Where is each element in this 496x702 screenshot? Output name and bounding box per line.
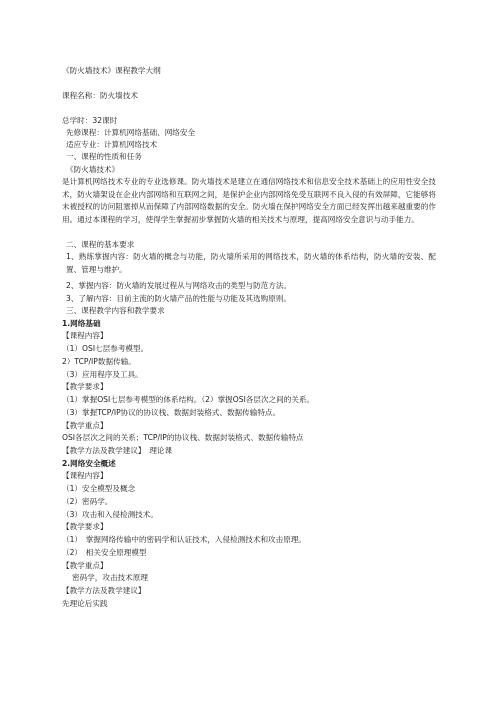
requirement-2: 2、掌握内容：防火墙的发展过程从与网络攻击的类型与防范方法。 bbox=[66, 281, 292, 290]
unit-1-key-points: OSI各层次之间的关系；TCP/IP的协议栈、数据封装格式、数据传输特点 bbox=[62, 433, 304, 442]
section-heading-3: 三、课程教学内容和教学要求 bbox=[66, 306, 165, 315]
unit-2-content-item-2: （2）密码学。 bbox=[62, 497, 113, 506]
course-name: 课程名称：防火墙技术 bbox=[62, 91, 138, 100]
unit-1-content-item-1: （1）OSI七层参考模型。 bbox=[62, 344, 149, 353]
unit-2-requirements-heading: 【教学要求】 bbox=[62, 522, 108, 531]
unit-2-content-item-3: （3）攻击和入侵检测技术。 bbox=[62, 510, 158, 519]
unit-1-requirements-heading: 【教学要求】 bbox=[62, 382, 108, 391]
requirement-3: 3、了解内容：目前主流的防火墙产品的性能与功能及其选购原则。 bbox=[66, 294, 292, 303]
unit-1-teaching-method: 【教学方法及教学建议】 理论课 bbox=[62, 446, 173, 455]
requirement-1: 1、熟练掌握内容：防火墙的概念与功能，防火墙所采用的网络技术，防火墙的体系结构，防火墙的安装、配置、管理与维护。 bbox=[66, 252, 436, 274]
unit-2-title: 2.网络安全概述 bbox=[62, 459, 116, 468]
unit-2-key-points-heading: 【教学重点】 bbox=[62, 561, 108, 570]
unit-2-requirement-2: （2） 相关安全原理模型 bbox=[62, 548, 147, 557]
section-heading-1: 一、课程的性质和任务 bbox=[66, 152, 142, 161]
unit-1-content-heading: 【课程内容】 bbox=[62, 331, 108, 340]
unit-1-requirement-2: （3）掌握TCP/IP协议的协议栈、数据封装格式、数据传输特点。 bbox=[62, 408, 281, 417]
unit-2-key-points: 密码学，攻击技术原理 bbox=[72, 573, 148, 582]
applicable-major: 适应专业：计算机网络技术 bbox=[66, 140, 158, 149]
unit-2-content-item-1: （1）安全模型及概念 bbox=[62, 484, 136, 493]
prerequisite-courses: 先修课程：计算机网络基础、网络安全 bbox=[66, 128, 196, 137]
unit-2-teaching-method-heading: 【教学方法及教学建议】 bbox=[62, 586, 146, 595]
course-intro-paragraph: 是计算机网络技术专业的专业选修课。防火墙技术是建立在通信网络技术和信息安全技术基础上的应用性安全技术，防火墙架设在企业内部网络和互联网之间，是保护企业内部网络免受互联网不良入侵的有效屏障，它能够将未被授权的访问阻塞掉从而保障了内部网络数据的安全。防火墙在保护网络安全方面已经发挥出越来越重要的作用。通过本课程的学习，使得学生掌握初步掌握防火墙的相关技术与原理，提高网络安全意识与动手能力。 bbox=[62, 177, 436, 224]
unit-1-content-item-3: （3）应用程序及工具。 bbox=[62, 370, 143, 379]
unit-1-title: 1.网络基础 bbox=[62, 319, 101, 328]
unit-1-key-points-heading: 【教学重点】 bbox=[62, 421, 108, 430]
unit-2-requirement-1: （1） 掌握网络传输中的密码学和认证技术，入侵检测技术和攻击原理。 bbox=[62, 535, 307, 544]
course-book-title: 《防火墙技术》 bbox=[66, 165, 120, 174]
unit-1-content-item-2: 2）TCP/IP数据传输。 bbox=[62, 357, 136, 366]
unit-2-teaching-method: 先理论后实践 bbox=[62, 599, 108, 608]
unit-2-content-heading: 【课程内容】 bbox=[62, 471, 108, 480]
document-title: 《防火墙技术》课程教学大纲 bbox=[62, 66, 161, 75]
unit-1-requirement-1: （1）掌握OSI七层参考模型的体系结构。（2）掌握OSI各层次之间的关系。 bbox=[62, 395, 315, 404]
section-heading-2: 二、课程的基本要求 bbox=[66, 240, 135, 249]
total-hours: 总学时：32课时 bbox=[62, 116, 118, 125]
